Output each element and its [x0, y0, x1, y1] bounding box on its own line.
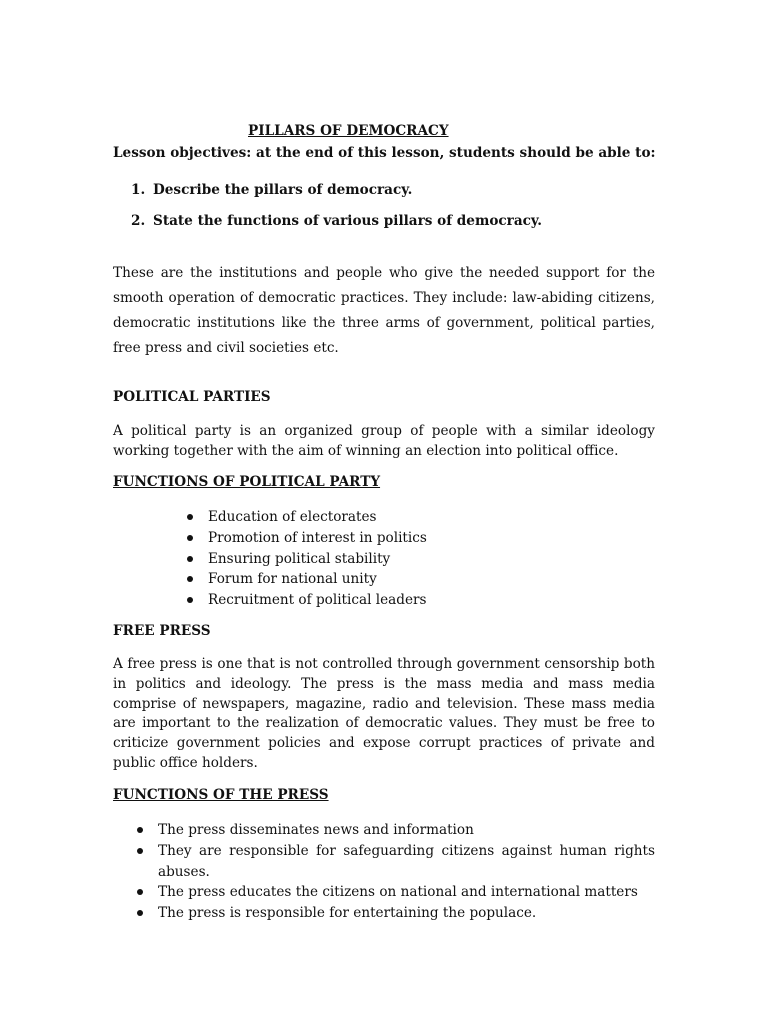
bullet-icon: [187, 535, 193, 541]
list-item-text: Ensuring political stability: [208, 550, 391, 567]
bullet-icon: [137, 910, 143, 916]
list-item: [186, 590, 626, 611]
list-item-text: The press disseminates news and information: [158, 822, 474, 838]
list-item-text: Promotion of interest in politics: [208, 529, 427, 546]
objective-text: Describe the pillars of democracy.: [153, 182, 413, 198]
bullet-icon: [137, 848, 143, 854]
political-party-functions-heading: FUNCTIONS OF POLITICAL PARTY: [113, 474, 381, 490]
objective-item: [113, 211, 655, 242]
free-press-definition: A free press is one that is not controlled through government censorship both in politics and ideology. The press is the mass media and mass media comprise of newspapers, magazine, radio and television. These mass media are important to the realization of democratic values. They must be free to criticize government policies and expose corrupt practices of private and public office holders.: [113, 656, 655, 771]
political-party-definition: A political party is an organized group of people with a similar ideology working together with the aim of winning an election into political office.: [113, 423, 655, 459]
press-functions-heading: FUNCTIONS OF THE PRESS: [113, 787, 329, 803]
political-parties-heading: POLITICAL PARTIES: [113, 389, 271, 405]
list-item: [186, 569, 626, 590]
list-item: [186, 528, 626, 549]
political-party-functions-list: [186, 507, 626, 611]
bullet-icon: [187, 576, 193, 582]
press-functions-list: [136, 820, 655, 924]
list-item: [136, 882, 655, 903]
bullet-icon: [187, 514, 193, 520]
objective-text: State the functions of various pillars of democracy.: [153, 213, 542, 229]
bullet-icon: [137, 827, 143, 833]
list-item-text: Education of electorates: [208, 509, 377, 525]
list-item-text: They are responsible for safeguarding citizens against human rights abuses.: [158, 842, 655, 880]
bullet-icon: [137, 889, 143, 895]
free-press-heading: FREE PRESS: [113, 623, 211, 639]
objective-number: 2.: [131, 213, 146, 229]
list-item-text: The press educates the citizens on national and international matters: [158, 884, 638, 901]
bullet-icon: [187, 556, 193, 562]
page-title: PILLARS OF DEMOCRACY: [248, 123, 449, 139]
list-item-text: The press is responsible for entertaining the populace.: [158, 905, 537, 922]
list-item: [136, 903, 655, 924]
intro-paragraph: These are the institutions and people who give the needed support for the smooth operation of democratic practices. They include: law-abiding citizens, democratic institutions like the three arms of government, political parties, free press and civil societies etc.: [113, 265, 655, 356]
list-item-text: Forum for national unity: [208, 571, 377, 588]
list-item: [136, 820, 655, 841]
list-item-text: Recruitment of political leaders: [208, 592, 427, 609]
objective-item: [113, 180, 655, 211]
list-item: [186, 549, 626, 570]
list-item: [136, 841, 655, 883]
objective-number: 1.: [131, 182, 146, 198]
objectives-heading: Lesson objectives: at the end of this lesson, students should be able to:: [113, 145, 656, 161]
objectives-list: [113, 180, 655, 242]
bullet-icon: [187, 597, 193, 603]
list-item: [186, 507, 626, 528]
